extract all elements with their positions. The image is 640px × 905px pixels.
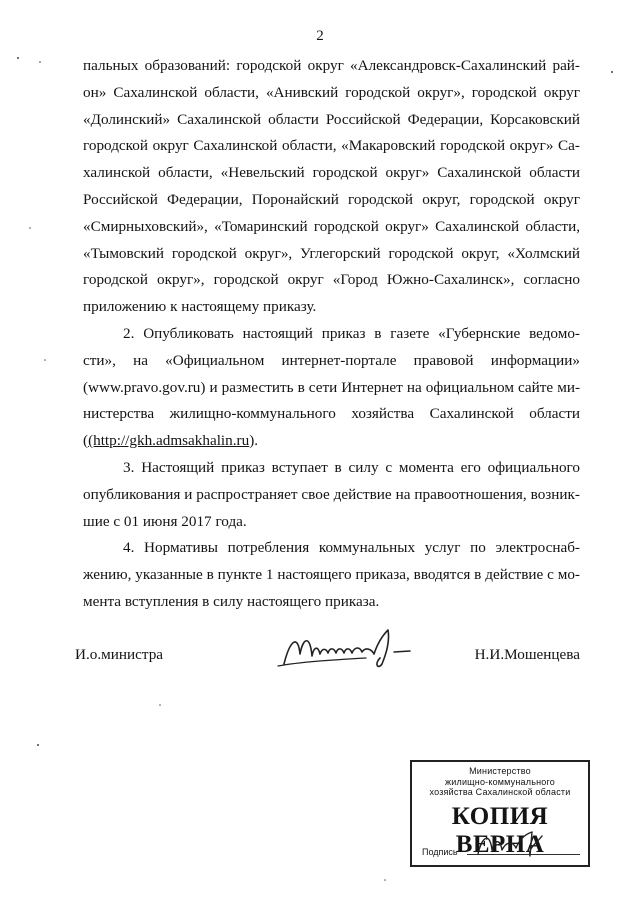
- text-line: 2. Опубликовать настоящий приказ в газете «Губернские ведомо-: [123, 324, 580, 342]
- signatory-title: И.о.министра: [75, 646, 164, 663]
- text-line: опубликования и распространяет свое действие на правоотношения, возник-: [83, 485, 580, 503]
- link-suffix: ).: [249, 432, 259, 450]
- text-line: шие с 01 июня 2017 года.: [83, 512, 247, 530]
- stamp-sign-label: Подпись: [422, 847, 458, 857]
- signatory-name: Н.И.Мошенцева: [474, 646, 580, 663]
- text-line: «Долинский» Сахалинской области Российской Федерации, Корсаковский: [83, 110, 580, 128]
- text-line: халинской области, «Невельский городской округ» Сахалинской области: [83, 164, 580, 182]
- stamp-heading: КОПИЯ ВЕРНА: [451, 802, 549, 858]
- text-line: «Смирныховский», «Томаринский городской округ» Сахалинской области,: [83, 217, 580, 235]
- page-number: 2: [316, 28, 324, 44]
- ministry-website-link[interactable]: (http://gkh.admsakhalin.ru: [88, 432, 250, 450]
- paragraph-1: [83, 53, 580, 321]
- signature-block: [75, 620, 580, 680]
- text-line: мента вступления в силу настоящего приказа.: [83, 592, 380, 610]
- text-line: жению, указанные в пункте 1 настоящего приказа, вводятся в действие с мо-: [83, 566, 580, 584]
- handwritten-signature: [270, 620, 485, 680]
- text-line: 3. Настоящий приказ вступает в силу с момента его официального: [123, 458, 580, 476]
- text-line: Российской Федерации, Поронайский городской округ, городской округ: [83, 190, 580, 208]
- text-line: сти», на «Официальном интернет-портале правовой информации»: [83, 351, 580, 369]
- text-line: приложению к настоящему приказу.: [83, 298, 317, 316]
- link-prefix: (: [83, 432, 89, 450]
- item-4: [83, 535, 580, 615]
- stamp-signature: [472, 826, 552, 862]
- document-body: [83, 53, 580, 616]
- stamp-org-line: жилищно-коммунального: [445, 776, 555, 787]
- text-line: нистерства жилищно-коммунального хозяйства Сахалинской области: [83, 405, 580, 423]
- text-line: городской округ Сахалинской области, «Макаровский городской округ» Са-: [83, 137, 580, 155]
- text-line: городской округ», городской округ «Город Южно-Сахалинск», согласно: [83, 271, 580, 289]
- text-line: «Тымовский городской округ», Углегорский городской округ, «Холмский: [83, 244, 580, 262]
- text-line: пальных образований: городской округ «Александровск-Сахалинский рай-: [83, 57, 580, 74]
- item-2: [83, 321, 580, 455]
- text-line: (www.pravo.gov.ru) и разместить в сети Интернет на официальном сайте ми-: [83, 378, 580, 396]
- item-3: [83, 455, 580, 535]
- text-line: он» Сахалинской области, «Анивский городской округ», городской округ: [83, 83, 580, 101]
- stamp-org-line: хозяйства Сахалинской области: [429, 787, 571, 797]
- text-line: 4. Нормативы потребления коммунальных услуг по электроснаб-: [123, 539, 580, 557]
- text-line: [83, 428, 580, 455]
- stamp-org-line: Министерство: [469, 766, 531, 776]
- certification-stamp: [410, 760, 590, 867]
